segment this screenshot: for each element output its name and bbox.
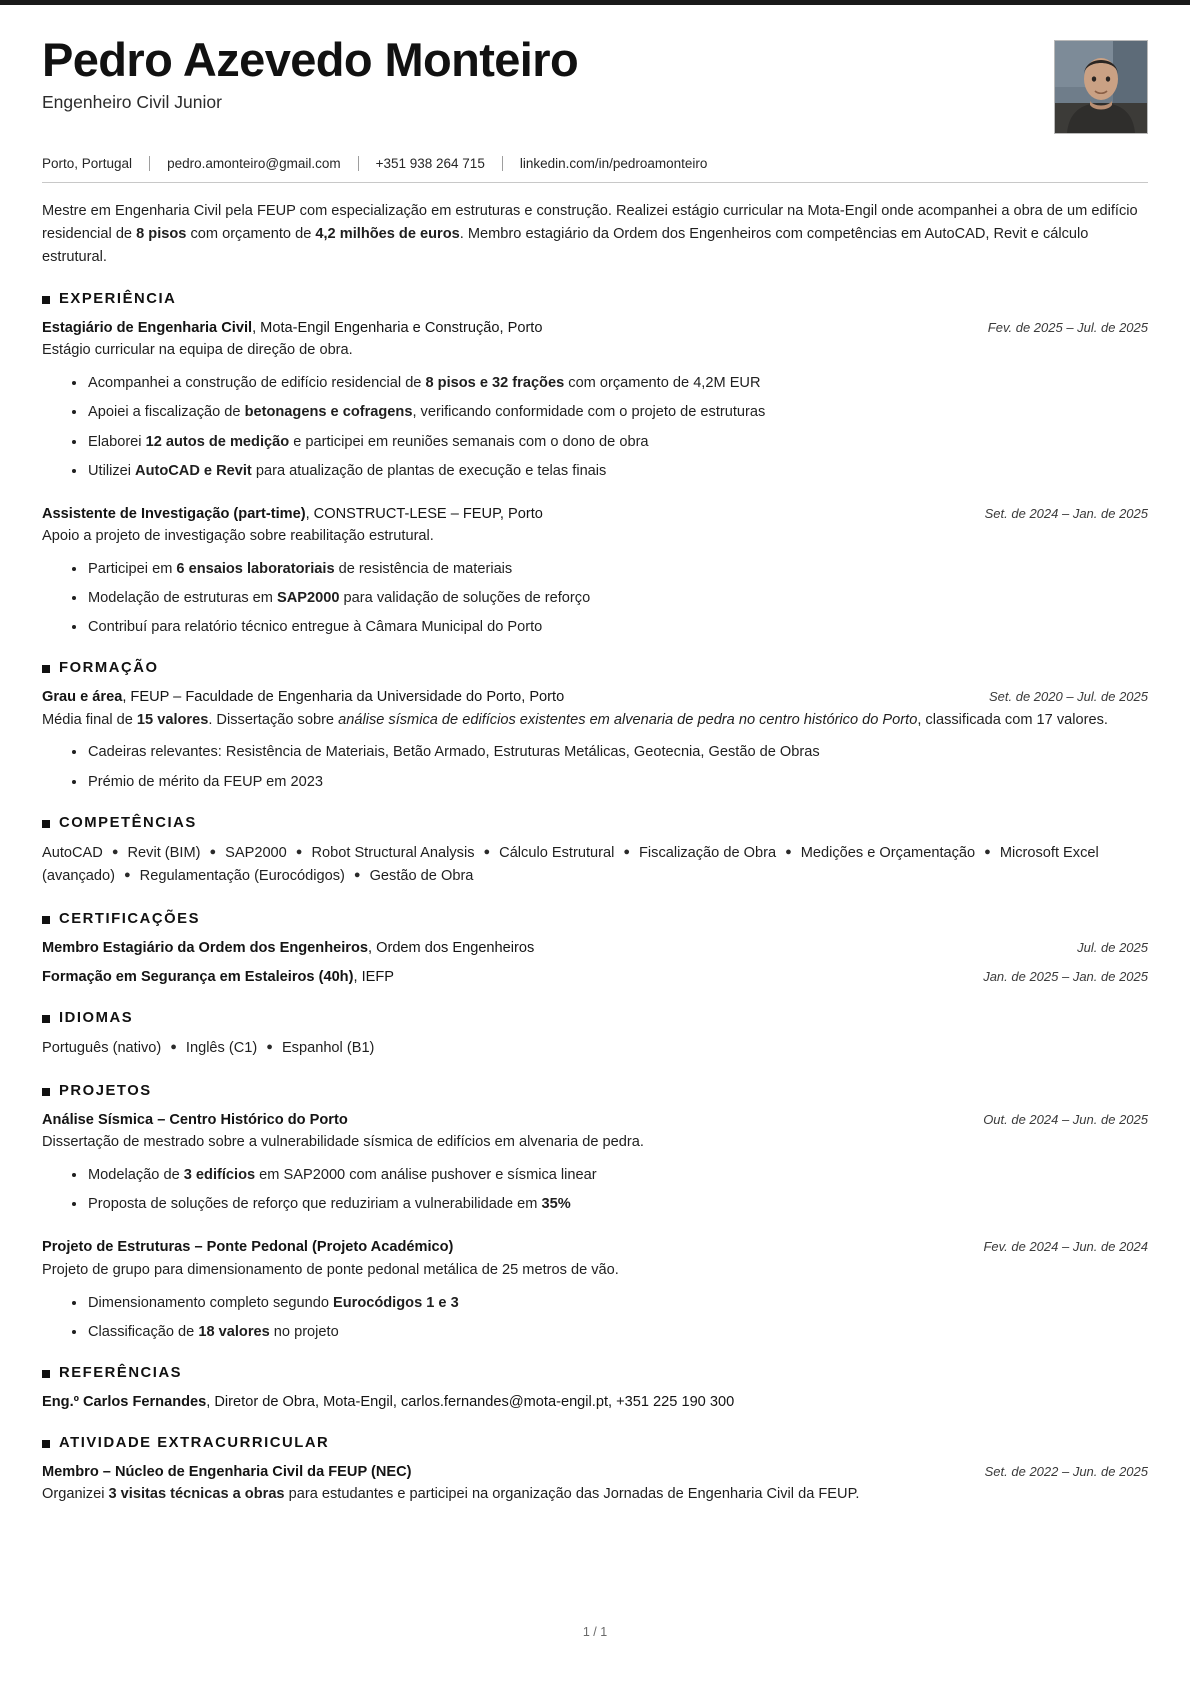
- bullet-post: com orçamento de 4,2M EUR: [564, 375, 761, 392]
- section-heading-label: COMPETÊNCIAS: [59, 814, 197, 831]
- bullet-bold: Eurocódigos 1 e 3: [333, 1294, 459, 1311]
- list-item: [72, 1164, 1148, 1186]
- bullet-pre: Proposta de soluções de reforço que reduziriam a vulnerabilidade em: [88, 1196, 542, 1213]
- bullet-pre: Prémio de mérito da FEUP em 2023: [88, 773, 323, 790]
- skill-item: Gestão de Obra: [369, 868, 474, 885]
- project-name: Análise Sísmica – Centro Histórico do Porto: [42, 1112, 348, 1129]
- skill-item: Robot Structural Analysis: [311, 844, 475, 861]
- bullet-bold: 8 pisos e 32 frações: [425, 375, 565, 392]
- section-heading-label: IDIOMAS: [59, 1010, 134, 1027]
- languages-list: [42, 1037, 1148, 1061]
- entry-bullet-list: [42, 741, 1148, 792]
- list-item: [72, 741, 1148, 763]
- skill-item: Fiscalização de Obra: [639, 844, 777, 861]
- entry-date: Set. de 2022 – Jun. de 2025: [984, 1464, 1148, 1479]
- contact-email[interactable]: pedro.amonteiro@gmail.com: [167, 156, 341, 171]
- square-bullet-icon: [42, 1015, 50, 1023]
- professional-headline: Engenheiro Civil Junior: [42, 91, 222, 112]
- skills-list: [42, 842, 1148, 889]
- entry-date: Set. de 2020 – Jul. de 2025: [988, 689, 1148, 705]
- certification-issuer: , Ordem dos Engenheiros: [368, 940, 535, 957]
- entry-header: [42, 1237, 1148, 1258]
- section-heading-label: ATIVIDADE EXTRACURRICULAR: [59, 1435, 330, 1451]
- education-entry: [42, 687, 1148, 792]
- skill-item: Regulamentação (Eurocódigos): [139, 868, 345, 885]
- entry-title: [42, 318, 970, 339]
- desc-pre: Organizei: [42, 1486, 109, 1503]
- dot-separator-icon: ●: [785, 845, 792, 858]
- bullet-pre: Modelação de estruturas em: [88, 590, 278, 607]
- square-bullet-icon: [42, 1440, 50, 1448]
- language-item: Português (nativo): [42, 1040, 162, 1057]
- entry-bullet-list: [42, 372, 1148, 482]
- dot-separator-icon: ●: [353, 869, 361, 882]
- entry-description: Estágio curricular na equipa de direção de obra.: [42, 342, 353, 359]
- section-references: [42, 1365, 1148, 1413]
- entry-date: Fev. de 2024 – Jun. de 2024: [983, 1239, 1148, 1255]
- list-item: [72, 431, 1148, 453]
- contact-phone[interactable]: +351 938 264 715: [375, 156, 485, 171]
- bullet-post: para validação de soluções de reforço: [339, 590, 591, 607]
- bullet-bold: 35%: [541, 1196, 571, 1213]
- activity-role: Membro – Núcleo de Engenharia Civil da FEUP (NEC): [42, 1464, 412, 1480]
- desc-highlight: 3 visitas técnicas a obras: [108, 1486, 285, 1503]
- desc-grade: 15 valores: [136, 711, 209, 728]
- list-item: [72, 587, 1148, 609]
- entry-company: , CONSTRUCT-LESE – FEUP, Porto: [305, 505, 543, 522]
- professional-summary: [42, 200, 1148, 269]
- resume-header: [42, 0, 1148, 134]
- list-item: [72, 1292, 1148, 1314]
- bullet-pre: Modelação de: [88, 1167, 184, 1184]
- bullet-pre: Apoiei a fiscalização de: [88, 404, 245, 421]
- square-bullet-icon: [42, 665, 50, 673]
- certification-row: [42, 938, 1148, 959]
- list-item: [72, 771, 1148, 793]
- extracurricular-entry: [42, 1462, 1148, 1506]
- bullet-post: , verificando conformidade com o projeto de estruturas: [412, 404, 766, 421]
- section-heading-label: CERTIFICAÇÕES: [59, 911, 200, 928]
- bullet-pre: Utilizei: [88, 462, 136, 479]
- experience-entry: [42, 504, 1148, 639]
- avatar: [1054, 40, 1148, 134]
- skill-item: AutoCAD: [42, 844, 103, 861]
- section-experience: [42, 291, 1148, 638]
- bullet-bold: 3 edifícios: [183, 1167, 256, 1184]
- bullet-bold: 12 autos de medição: [145, 433, 290, 450]
- dot-separator-icon: ●: [266, 1041, 273, 1054]
- bullet-post: de resistência de materiais: [334, 560, 513, 577]
- profile-photo-icon: [1055, 41, 1147, 133]
- bullet-bold: 6 ensaios laboratoriais: [176, 560, 335, 577]
- entry-header: [42, 318, 1148, 339]
- square-bullet-icon: [42, 296, 50, 304]
- section-heading-label: PROJETOS: [59, 1083, 152, 1100]
- bullet-pre: Acompanhei a construção de edifício residencial de: [88, 375, 426, 392]
- bullet-bold: betonagens e cofragens: [244, 404, 413, 421]
- section-heading-languages: [42, 1010, 1148, 1026]
- entry-header: [42, 1462, 1148, 1483]
- page-top-rule: [0, 0, 1190, 5]
- section-education: [42, 660, 1148, 792]
- square-bullet-icon: [42, 820, 50, 828]
- entry-date: Fev. de 2025 – Jul. de 2025: [987, 320, 1148, 336]
- list-item: [72, 372, 1148, 394]
- bullet-pre: Cadeiras relevantes: Resistência de Materiais, Betão Armado, Estruturas Metálicas, Geotecnia, Gestão de Obras: [88, 744, 820, 761]
- entry-title: [42, 1462, 967, 1483]
- certification-row: [42, 967, 1148, 988]
- reference-detail: , Diretor de Obra, Mota-Engil, carlos.fernandes@mota-engil.pt, +351 225 190 300: [206, 1393, 735, 1410]
- summary-highlight-floors: 8 pisos: [136, 226, 187, 243]
- bullet-bold: AutoCAD e Revit: [135, 462, 252, 479]
- entry-header: [42, 687, 1148, 708]
- skill-item: Microsoft Excel (avançado): [42, 844, 1099, 885]
- summary-part-3: . Membro estagiário da Ordem dos Engenheiros com competências em AutoCAD, Revit e cálculo estrutural.: [42, 226, 1089, 266]
- contact-linkedin[interactable]: linkedin.com/in/pedroamonteiro: [519, 156, 708, 171]
- section-heading-education: [42, 660, 1148, 676]
- entry-title: [42, 504, 967, 525]
- section-skills: [42, 815, 1148, 889]
- page-title: Pedro Azevedo Monteiro: [42, 33, 579, 86]
- entry-role: Assistente de Investigação (part-time): [42, 505, 306, 522]
- entry-bullet-list: [42, 1164, 1148, 1215]
- entry-header: [42, 1110, 1148, 1131]
- dot-separator-icon: ●: [111, 845, 119, 858]
- desc-post: , classificada com 17 valores.: [917, 711, 1108, 728]
- header-text-block: [42, 34, 1054, 113]
- certification-name: Formação em Segurança em Estaleiros (40h): [42, 969, 354, 986]
- square-bullet-icon: [42, 916, 50, 924]
- dot-separator-icon: ●: [295, 845, 303, 858]
- contact-divider: [149, 156, 150, 171]
- section-projects: [42, 1083, 1148, 1343]
- entry-company: , Mota-Engil Engenharia e Construção, Porto: [252, 320, 543, 337]
- entry-description: [42, 710, 1148, 732]
- entry-degree: Grau e área: [42, 689, 123, 706]
- entry-description: [42, 1484, 1148, 1506]
- bullet-bold: 18 valores: [198, 1323, 270, 1340]
- entry-description: Projeto de grupo para dimensionamento de ponte pedonal metálica de 25 metros de vão.: [42, 1261, 619, 1278]
- section-heading-label: EXPERIÊNCIA: [59, 291, 177, 308]
- section-heading-extracurricular: [42, 1435, 1148, 1451]
- contact-location: Porto, Portugal: [42, 156, 133, 171]
- dot-separator-icon: ●: [623, 845, 630, 858]
- desc-thesis-title: análise sísmica de edifícios existentes em alvenaria de pedra no centro histórico do Porto: [338, 711, 918, 728]
- section-certifications: [42, 911, 1148, 988]
- desc-post: para estudantes e participei na organização das Jornadas de Engenharia Civil da FEUP.: [284, 1486, 860, 1503]
- entry-title: [42, 687, 971, 708]
- reference-name: Eng.º Carlos Fernandes: [42, 1393, 207, 1410]
- list-item: [72, 401, 1148, 423]
- dot-separator-icon: ●: [483, 845, 491, 858]
- entry-date: Set. de 2024 – Jan. de 2025: [984, 505, 1148, 521]
- skill-item: SAP2000: [225, 844, 287, 861]
- entry-title: [42, 1237, 965, 1258]
- skill-item: Medições e Orçamentação: [800, 844, 976, 861]
- dot-separator-icon: ●: [124, 869, 131, 882]
- skill-item: Revit (BIM): [127, 844, 201, 861]
- section-heading-certifications: [42, 911, 1148, 927]
- entry-bullet-list: [42, 558, 1148, 639]
- dot-separator-icon: ●: [984, 845, 991, 858]
- section-heading-label: REFERÊNCIAS: [59, 1364, 183, 1381]
- project-name: Projeto de Estruturas – Ponte Pedonal (Projeto Académico): [42, 1239, 454, 1256]
- list-item: [72, 1193, 1148, 1215]
- certification-title: [42, 967, 965, 988]
- contact-bar: [42, 156, 1148, 183]
- contact-divider: [502, 156, 503, 171]
- entry-institution: , FEUP – Faculdade de Engenharia da Universidade do Porto, Porto: [122, 689, 565, 706]
- list-item: [72, 1321, 1148, 1343]
- section-heading-skills: [42, 815, 1148, 831]
- entry-description: Apoio a projeto de investigação sobre reabilitação estrutural.: [42, 528, 434, 545]
- language-item: Inglês (C1): [185, 1040, 258, 1057]
- list-item: [72, 558, 1148, 580]
- project-entry: [42, 1110, 1148, 1215]
- bullet-post: e participei em reuniões semanais com o dono de obra: [289, 433, 649, 450]
- project-entry: [42, 1237, 1148, 1342]
- summary-highlight-budget: 4,2 milhões de euros: [315, 226, 460, 243]
- entry-description: Dissertação de mestrado sobre a vulnerabilidade sísmica de edifícios em alvenaria de pedra.: [42, 1134, 644, 1151]
- entry-header: [42, 504, 1148, 525]
- section-extracurricular: [42, 1435, 1148, 1506]
- dot-separator-icon: ●: [170, 1041, 177, 1054]
- dot-separator-icon: ●: [209, 845, 217, 858]
- bullet-bold: SAP2000: [277, 590, 340, 607]
- bullet-pre: Dimensionamento completo segundo: [88, 1294, 333, 1311]
- certification-issuer: , IEFP: [353, 969, 395, 986]
- certification-date: Jan. de 2025 – Jan. de 2025: [983, 969, 1148, 985]
- skill-item: Cálculo Estrutural: [499, 844, 615, 861]
- experience-entry: [42, 318, 1148, 482]
- summary-part-2: com orçamento de: [186, 226, 316, 243]
- summary-part-1: Mestre em Engenharia Civil pela FEUP com especialização em estruturas e construção. Realizei estágio curricular na Mota-Engil onde acompanhei a obra de um edifício residencial de: [42, 203, 1138, 243]
- section-heading-projects: [42, 1083, 1148, 1099]
- bullet-pre: Contribuí para relatório técnico entregue à Câmara Municipal do Porto: [88, 619, 543, 636]
- entry-title: [42, 1110, 965, 1131]
- reference-entry: [42, 1392, 1148, 1413]
- desc-mid: . Dissertação sobre: [208, 711, 339, 728]
- certification-date: Jul. de 2025: [1077, 940, 1148, 956]
- contact-divider: [358, 156, 359, 171]
- section-heading-experience: [42, 291, 1148, 307]
- square-bullet-icon: [42, 1370, 50, 1378]
- section-languages: [42, 1010, 1148, 1061]
- certification-name: Membro Estagiário da Ordem dos Engenheiros: [42, 940, 368, 957]
- list-item: [72, 460, 1148, 482]
- bullet-post: no projeto: [269, 1323, 339, 1340]
- bullet-post: em SAP2000 com análise pushover e sísmica linear: [255, 1167, 597, 1184]
- entry-role: Estagiário de Engenharia Civil: [42, 320, 253, 337]
- square-bullet-icon: [42, 1088, 50, 1096]
- list-item: [72, 616, 1148, 638]
- bullet-post: para atualização de plantas de execução e telas finais: [251, 462, 607, 479]
- entry-date: Out. de 2024 – Jun. de 2025: [983, 1112, 1148, 1128]
- bullet-pre: Elaborei: [88, 433, 146, 450]
- bullet-pre: Participei em: [88, 560, 177, 577]
- desc-pre: Média final de: [42, 711, 137, 728]
- entry-bullet-list: [42, 1292, 1148, 1343]
- bullet-pre: Classificação de: [88, 1323, 199, 1340]
- page-indicator: 1 / 1: [582, 1625, 608, 1639]
- section-heading-references: [42, 1365, 1148, 1381]
- section-heading-label: FORMAÇÃO: [59, 660, 159, 677]
- language-item: Espanhol (B1): [281, 1040, 375, 1057]
- certification-title: [42, 938, 1059, 959]
